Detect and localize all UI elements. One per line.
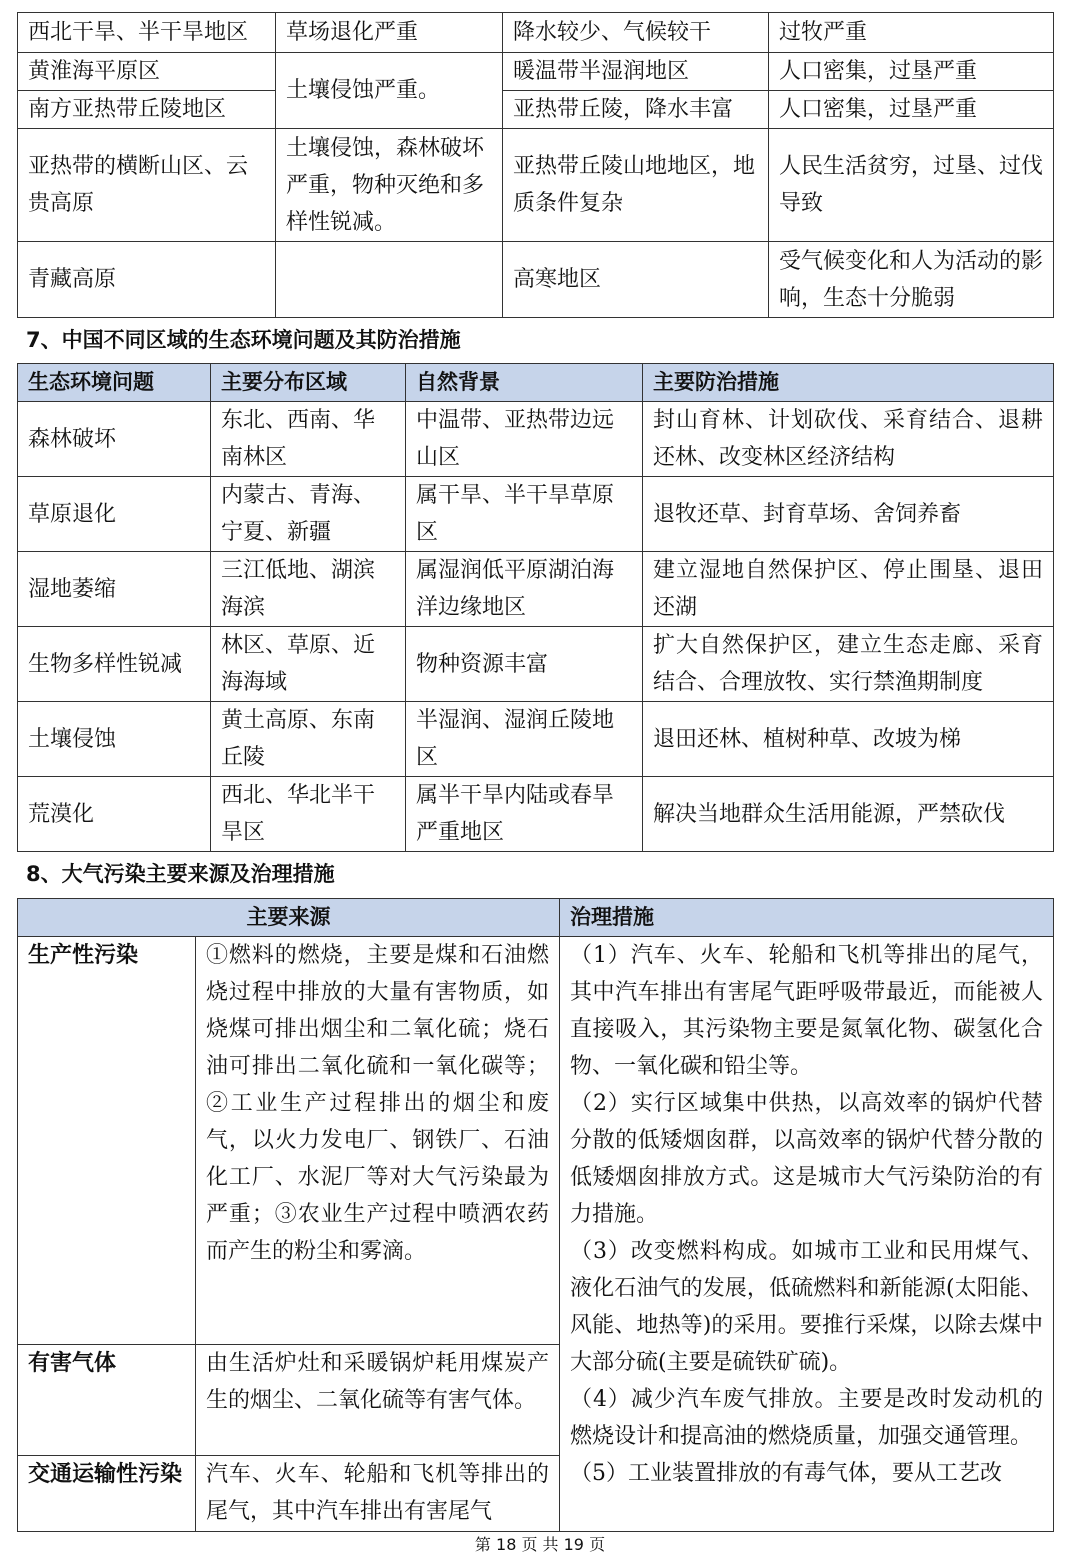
- table-cell: 生物多样性锐减: [18, 627, 211, 702]
- table-cell: 亚热带丘陵山地地区，地质条件复杂: [503, 129, 769, 242]
- table-header-row: [18, 364, 1054, 402]
- table-cell: 中温带、亚热带边远山区: [406, 402, 643, 477]
- column-header: 主要防治措施: [643, 364, 1054, 402]
- table-cell: 人口密集，过垦严重: [769, 53, 1054, 91]
- table-cell: 退田还林、植树种草、改坡为梯: [643, 702, 1054, 777]
- table-cell: 降水较少、气候较干: [503, 13, 769, 53]
- table-cell: 亚热带的横断山区、云贵高原: [18, 129, 276, 242]
- table-cell: 解决当地群众生活用能源，严禁砍伐: [643, 777, 1054, 852]
- measures-cell: [560, 937, 1054, 1532]
- table-cell: 内蒙古、青海、宁夏、新疆: [211, 477, 406, 552]
- table-cell: 草场退化严重: [276, 13, 503, 53]
- table-cell: 退牧还草、封育草场、舍饲养畜: [643, 477, 1054, 552]
- table-cell: 属干旱、半干旱草原区: [406, 477, 643, 552]
- table-cell: 扩大自然保护区，建立生态走廊、采育结合、合理放牧、实行禁渔期制度: [643, 627, 1054, 702]
- table-row: [18, 937, 1054, 1345]
- table-cell: 西北干旱、半干旱地区: [18, 13, 276, 53]
- table-cell: 土壤侵蚀严重。: [276, 53, 503, 129]
- measure-item: （4）减少汽车废气排放。主要是改时发动机的燃烧设计和提高油的燃烧质量，加强交通管理。: [570, 1387, 1043, 1449]
- table-cell: 东北、西南、华南林区: [211, 402, 406, 477]
- table-row: [18, 777, 1054, 852]
- table-cell: 封山育林、计划砍伐、采育结合、退耕还林、改变林区经济结构: [643, 402, 1054, 477]
- table-cell: 青藏高原: [18, 242, 276, 318]
- table-cell: 土壤侵蚀，森林破坏严重，物种灭绝和多样性锐减。: [276, 129, 503, 242]
- section-7-title: 7、中国不同区域的生态环境问题及其防治措施: [26, 328, 461, 352]
- table-row: [18, 552, 1054, 627]
- table-cell: 暖温带半湿润地区: [503, 53, 769, 91]
- table-row: [18, 402, 1054, 477]
- regional-issues-table: [17, 12, 1054, 318]
- table-cell: 黄淮海平原区: [18, 53, 276, 91]
- table-cell: 人民生活贫穷，过垦、过伐导致: [769, 129, 1054, 242]
- table-cell: 过牧严重: [769, 13, 1054, 53]
- table-cell: 森林破坏: [18, 402, 211, 477]
- source-text-cell: ①燃料的燃烧，主要是煤和石油燃烧过程中排放的大量有害物质，如烧煤可排出烟尘和二氧化硫；烧石油可排出二氧化硫和一氧化碳等；②工业生产过程排出的烟尘和废气，以火力发电厂、钢铁厂、石油化工厂、水泥厂等对大气污染最为严重；③农业生产过程中喷洒农药而产生的粉尘和雾滴。: [196, 937, 560, 1345]
- table-cell: 草原退化: [18, 477, 211, 552]
- table-cell: 西北、华北半干旱区: [211, 777, 406, 852]
- table-cell: 属半干旱内陆或春旱严重地区: [406, 777, 643, 852]
- section-8-title: 8、大气污染主要来源及治理措施: [26, 862, 335, 886]
- measure-item: （3）改变燃料构成。如城市工业和民用煤气、液化石油气的发展，低硫燃料和新能源(太阳能、风能、地热等)的采用。要推行采煤，以除去煤中大部分硫(主要是硫铁矿硫)。: [570, 1239, 1043, 1375]
- table-row: [18, 702, 1054, 777]
- column-header: 治理措施: [560, 899, 1054, 937]
- column-header: 主要分布区域: [211, 364, 406, 402]
- table-header-row: [18, 899, 1054, 937]
- table-cell: 黄土高原、东南丘陵: [211, 702, 406, 777]
- table-row: [18, 627, 1054, 702]
- eco-problems-table: [17, 363, 1054, 852]
- source-type-cell: 交通运输性污染: [18, 1456, 196, 1532]
- table-cell: 土壤侵蚀: [18, 702, 211, 777]
- table-row: [18, 477, 1054, 552]
- table-cell: 受气候变化和人为活动的影响，生态十分脆弱: [769, 242, 1054, 318]
- table-cell: 半湿润、湿润丘陵地区: [406, 702, 643, 777]
- table-cell: 三江低地、湖滨海滨: [211, 552, 406, 627]
- source-text-cell: 汽车、火车、轮船和飞机等排出的尾气，其中汽车排出有害尾气: [196, 1456, 560, 1532]
- measure-item: （5）工业装置排放的有毒气体，要从工艺改: [570, 1461, 1002, 1486]
- table-cell: 物种资源丰富: [406, 627, 643, 702]
- measure-item: （2）实行区域集中供热，以高效率的锅炉代替分散的低矮烟囱群，以高效率的锅炉代替分散的低矮烟囱排放方式。这是城市大气污染防治的有力措施。: [570, 1091, 1043, 1227]
- source-type-cell: 生产性污染: [18, 937, 196, 1345]
- table-cell: 属湿润低平原湖泊海洋边缘地区: [406, 552, 643, 627]
- column-header: 自然背景: [406, 364, 643, 402]
- table-cell: 湿地萎缩: [18, 552, 211, 627]
- page-footer: 第 18 页 共 19 页: [474, 1535, 606, 1554]
- table-cell: 建立湿地自然保护区、停止围垦、退田还湖: [643, 552, 1054, 627]
- source-text-cell: 由生活炉灶和采暖锅炉耗用煤炭产生的烟尘、二氧化硫等有害气体。: [196, 1345, 560, 1456]
- table-cell: 林区、草原、近海海域: [211, 627, 406, 702]
- table-cell: 南方亚热带丘陵地区: [18, 91, 276, 129]
- column-header: 主要来源: [18, 899, 560, 937]
- table-row: [18, 129, 1054, 242]
- table-row: [18, 242, 1054, 318]
- source-type-cell: 有害气体: [18, 1345, 196, 1456]
- table-cell: [276, 242, 503, 318]
- table-cell: 亚热带丘陵，降水丰富: [503, 91, 769, 129]
- table-cell: 荒漠化: [18, 777, 211, 852]
- air-pollution-table: [17, 898, 1054, 1532]
- table-row: [18, 53, 1054, 91]
- column-header: 生态环境问题: [18, 364, 211, 402]
- table-row: [18, 91, 1054, 129]
- table-row: [18, 13, 1054, 53]
- measure-item: （1）汽车、火车、轮船和飞机等排出的尾气，其中汽车排出有害尾气距呼吸带最近，而能被人直接吸入，其污染物主要是氮氧化物、碳氢化合物、一氧化碳和铅尘等。: [570, 943, 1043, 1079]
- table-cell: 人口密集，过垦严重: [769, 91, 1054, 129]
- table-cell: 高寒地区: [503, 242, 769, 318]
